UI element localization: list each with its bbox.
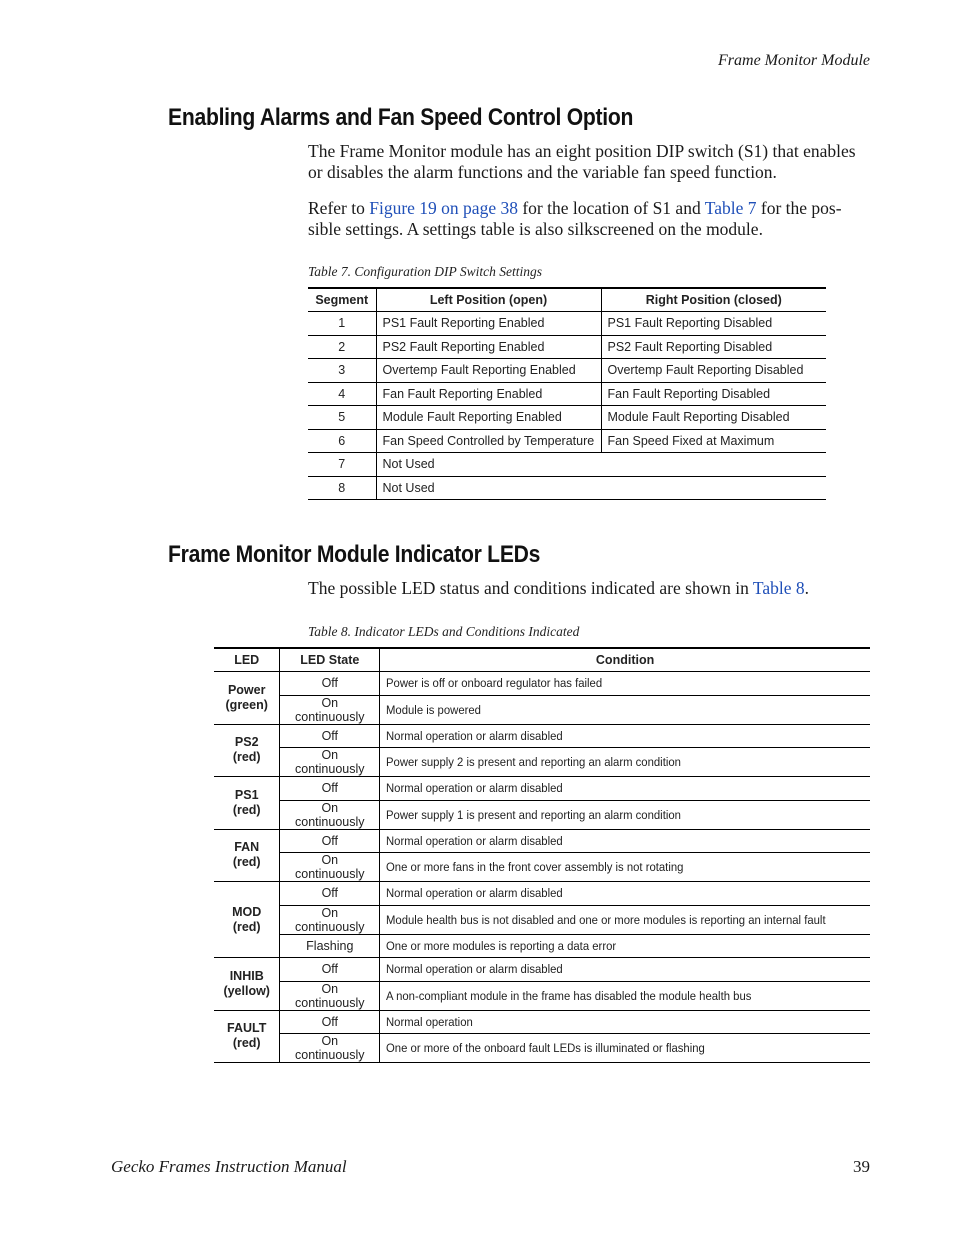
- table7-left-cell: Not Used: [376, 453, 826, 477]
- table7-left-cell: Not Used: [376, 476, 826, 500]
- table8-row: [214, 934, 870, 958]
- table7-row: [308, 429, 826, 453]
- table8-row: [214, 748, 870, 777]
- table7-segment-cell: 3: [308, 359, 376, 383]
- led-state-cell: On continuously: [280, 1034, 380, 1063]
- led-name-cell: [214, 882, 280, 958]
- table7-header-segment: Segment: [308, 288, 376, 312]
- table7-row: [308, 476, 826, 500]
- led-color: (red): [232, 750, 261, 765]
- table7-caption: Table 7. Configuration DIP Switch Settings: [308, 264, 543, 279]
- condition-cell: [380, 748, 870, 777]
- table-7-link[interactable]: Table 7: [704, 198, 757, 218]
- led-name: MOD: [232, 904, 262, 919]
- condition-cell: [380, 724, 870, 748]
- condition-cell: [380, 695, 870, 724]
- table7-left-cell: Fan Speed Controlled by Temperature: [376, 429, 601, 453]
- table8-row: [214, 695, 870, 724]
- led-state-cell: Flashing: [280, 934, 380, 958]
- table8-row: [214, 1010, 870, 1034]
- led-name: Power: [227, 682, 266, 697]
- condition-cell: [380, 853, 870, 882]
- footer-page-number: 39: [853, 1157, 870, 1176]
- table-8-link[interactable]: Table 8: [752, 578, 805, 598]
- table7-row: [308, 382, 826, 406]
- table8-row: [214, 1034, 870, 1063]
- led-state-cell: Off: [280, 672, 380, 696]
- condition-cell: [380, 905, 870, 934]
- section-title-alarms: Enabling Alarms and Fan Speed Control Option: [168, 104, 634, 131]
- table7-segment-cell: 6: [308, 429, 376, 453]
- led-name-cell: [214, 672, 280, 725]
- led-state-cell: On continuously: [280, 905, 380, 934]
- condition-text: One or more fans in the front cover assembly is not rotating: [386, 860, 684, 874]
- led-name: INHIB: [229, 968, 264, 983]
- table7-row: [308, 453, 826, 477]
- led-state-cell: On continuously: [280, 695, 380, 724]
- condition-cell: [380, 800, 870, 829]
- dip-switch-table: [308, 287, 826, 500]
- condition-text: One or more modules is reporting a data error: [386, 938, 617, 953]
- table8-row: [214, 853, 870, 882]
- condition-text: Normal operation: [386, 1014, 473, 1029]
- table8-header-condition: Condition: [380, 648, 870, 672]
- table7-segment-cell: 8: [308, 476, 376, 500]
- led-state-cell: Off: [280, 882, 380, 906]
- intro-paragraph: The Frame Monitor module has an eight position DIP switch (S1) that enables or disables the alarm functions and the variable fan speed function.: [308, 141, 856, 182]
- led-name-cell: [214, 829, 280, 882]
- table8-caption: Table 8. Indicator LEDs and Conditions Indicated: [308, 624, 580, 639]
- condition-cell: [380, 882, 870, 906]
- condition-text: Power is off or onboard regulator has failed: [386, 676, 603, 691]
- condition-cell: [380, 934, 870, 958]
- condition-text: Normal operation or alarm disabled: [386, 781, 563, 796]
- table7-right-cell: PS2 Fault Reporting Disabled: [601, 335, 826, 359]
- table8-header-led: LED: [214, 648, 280, 672]
- led-intro-text-b: .: [804, 578, 809, 598]
- led-color: (yellow): [223, 983, 270, 998]
- table8-row: [214, 905, 870, 934]
- table8-row: [214, 981, 870, 1010]
- led-name: PS1: [234, 787, 259, 802]
- led-name-cell: [214, 724, 280, 777]
- table7-row: [308, 359, 826, 383]
- table7-right-cell: Fan Fault Reporting Disabled: [601, 382, 826, 406]
- table7-segment-cell: 5: [308, 406, 376, 430]
- condition-text: Normal operation or alarm disabled: [386, 886, 563, 901]
- condition-text: Power supply 2 is present and reporting an alarm condition: [386, 755, 682, 769]
- condition-cell: [380, 1010, 870, 1034]
- table7-segment-cell: 2: [308, 335, 376, 359]
- refer-text-a: Refer to: [308, 198, 370, 218]
- condition-cell: [380, 777, 870, 801]
- table7-left-cell: Module Fault Reporting Enabled: [376, 406, 601, 430]
- table7-right-cell: Overtemp Fault Reporting Disabled: [601, 359, 826, 383]
- running-header: Frame Monitor Module: [718, 52, 870, 69]
- led-state-cell: Off: [280, 958, 380, 982]
- condition-text: Normal operation or alarm disabled: [386, 728, 563, 743]
- condition-text: Normal operation or alarm disabled: [386, 833, 563, 848]
- led-state-cell: Off: [280, 777, 380, 801]
- condition-cell: [380, 958, 870, 982]
- refer-text-c: for the pos-sible settings. A settings table is also silkscreened on the module.: [308, 198, 842, 239]
- table8-row: [214, 882, 870, 906]
- led-state-cell: Off: [280, 1010, 380, 1034]
- led-state-cell: On continuously: [280, 748, 380, 777]
- table8-header-state: LED State: [280, 648, 380, 672]
- table7-header-row: [308, 288, 826, 312]
- table7-segment-cell: 4: [308, 382, 376, 406]
- led-state-cell: On continuously: [280, 853, 380, 882]
- led-state-cell: On continuously: [280, 800, 380, 829]
- table7-left-cell: PS2 Fault Reporting Enabled: [376, 335, 601, 359]
- table8-row: [214, 777, 870, 801]
- led-color: (red): [232, 1036, 261, 1051]
- table7-header-right: Right Position (closed): [601, 288, 826, 312]
- led-intro-text-a: The possible LED status and conditions indicated are shown in: [308, 578, 753, 598]
- led-state-cell: On continuously: [280, 981, 380, 1010]
- condition-text: Module health bus is not disabled and one or more modules is reporting an internal fault: [386, 912, 826, 927]
- refer-text-b: for the location of S1 and: [517, 198, 705, 218]
- led-name: PS2: [234, 735, 259, 750]
- table7-row: [308, 335, 826, 359]
- led-name-cell: [214, 1010, 280, 1063]
- led-intro-paragraph: [308, 578, 873, 599]
- refer-paragraph: [308, 198, 873, 240]
- table8-row: [214, 829, 870, 853]
- led-name: FAN: [234, 840, 260, 855]
- led-color: (red): [232, 802, 261, 817]
- table8-header-row: [214, 648, 870, 672]
- indicator-led-table: [214, 647, 870, 1063]
- table7-right-cell: Fan Speed Fixed at Maximum: [601, 429, 826, 453]
- table7-left-cell: Overtemp Fault Reporting Enabled: [376, 359, 601, 383]
- led-name-cell: [214, 777, 280, 830]
- condition-cell: [380, 829, 870, 853]
- condition-cell: [380, 981, 870, 1010]
- led-color: (red): [232, 919, 261, 934]
- table7-segment-cell: 1: [308, 312, 376, 336]
- table7-left-cell: Fan Fault Reporting Enabled: [376, 382, 601, 406]
- table8-row: [214, 672, 870, 696]
- section-title-leds: Frame Monitor Module Indicator LEDs: [168, 541, 541, 568]
- footer-manual-title: Gecko Frames Instruction Manual: [111, 1157, 347, 1176]
- condition-text: Power supply 1 is present and reporting an alarm condition: [386, 807, 682, 822]
- led-state-cell: Off: [280, 724, 380, 748]
- condition-text: One or more of the onboard fault LEDs is illuminated or flashing: [386, 1041, 705, 1055]
- table7-segment-cell: 7: [308, 453, 376, 477]
- led-state-cell: Off: [280, 829, 380, 853]
- condition-text: Normal operation or alarm disabled: [386, 962, 563, 977]
- condition-text: Module is powered: [386, 702, 482, 717]
- led-name: FAULT: [227, 1021, 267, 1036]
- table8-row: [214, 800, 870, 829]
- table7-right-cell: PS1 Fault Reporting Disabled: [601, 312, 826, 336]
- figure-19-link[interactable]: Figure 19 on page 38: [369, 198, 518, 218]
- led-color: (red): [232, 855, 261, 870]
- led-name-cell: [214, 958, 280, 1011]
- table7-right-cell: Module Fault Reporting Disabled: [601, 406, 826, 430]
- table8-row: [214, 958, 870, 982]
- table8-row: [214, 724, 870, 748]
- table7-left-cell: PS1 Fault Reporting Enabled: [376, 312, 601, 336]
- condition-cell: [380, 1034, 870, 1063]
- table7-row: [308, 312, 826, 336]
- condition-cell: [380, 672, 870, 696]
- table7-header-left: Left Position (open): [376, 288, 601, 312]
- condition-text: A non-compliant module in the frame has disabled the module health bus: [386, 988, 752, 1003]
- table7-row: [308, 406, 826, 430]
- led-color: (green): [225, 697, 268, 712]
